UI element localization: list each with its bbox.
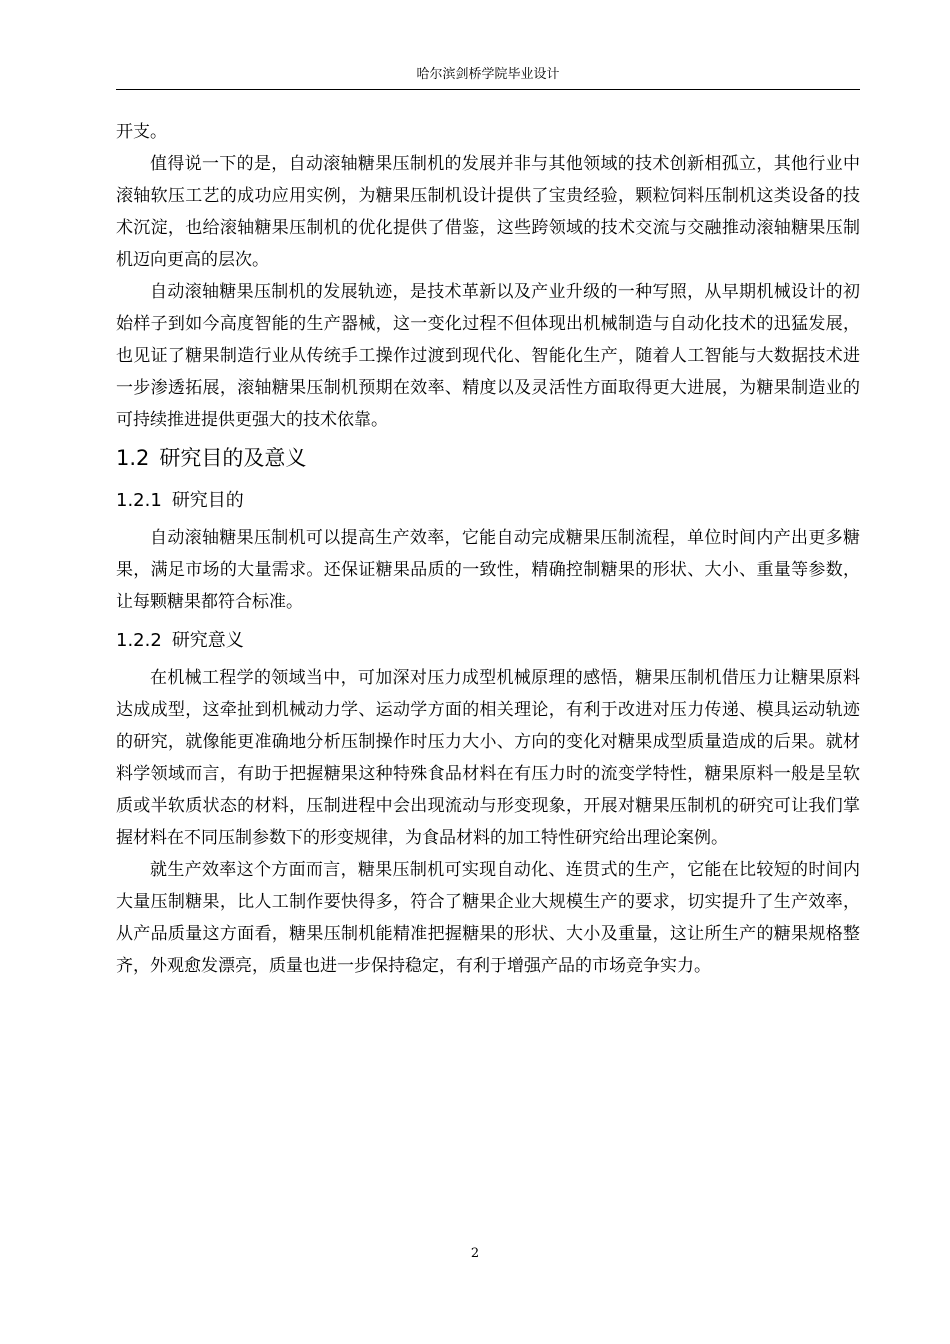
page-number: 2 [470, 1246, 480, 1261]
subsection-number: 1.2.2 [116, 630, 162, 651]
paragraph-continuation: 开支。 [116, 122, 167, 142]
paragraph-significance-theory: 在机械工程学的领域当中，可加深对压力成型机械原理的感悟，糖果压制机借压力让糖果原料达成成型，这牵扯到机械动力学、运动学方面的相关理论，有利于改进对压力传递、模具运动轨迹的研究，就像能更准确地分析压制操作时压力大小、方向的变化对糖果成型质量造成的后果。就材料学领域而言，有助于把握糖果这种特殊食品材料在有压力时的流变学特性，糖果原料一般是呈软质或半软质状态的材料，压制进程中会出现流动与形变现象，开展对糖果压制机的研究可让我们掌握材料在不同压制参数下的形变规律，为食品材料的加工特性研究给出理论案例。 [116, 668, 860, 848]
paragraph-cross-domain: 值得说一下的是，自动滚轴糖果压制机的发展并非与其他领域的技术创新相孤立，其他行业中滚轴软压工艺的成功应用实例，为糖果压制机设计提供了宝贵经验，颗粒饲料压制机这类设备的技术沉淀，也给滚轴糖果压制机的优化提供了借鉴，这些跨领域的技术交流与交融推动滚轴糖果压制机迈向更高的层次。 [116, 154, 860, 270]
section-number: 1.2 [116, 446, 150, 470]
subsection-title: 研究目的 [171, 490, 244, 511]
paragraph-development: 自动滚轴糖果压制机的发展轨迹，是技术革新以及产业升级的一种写照，从早期机械设计的初始样子到如今高度智能的生产器械，这一变化过程不但体现出机械制造与自动化技术的迅猛发展，也见证了糖果制造行业从传统手工操作过渡到现代化、智能化生产，随着人工智能与大数据技术进一步渗透拓展，滚轴糖果压制机预期在效率、精度以及灵活性方面取得更大进展，为糖果制造业的可持续推进提供更强大的技术依靠。 [116, 282, 860, 430]
section-heading-1-2 [116, 438, 860, 478]
document-body [116, 116, 860, 982]
page-footer [0, 1244, 950, 1264]
section-title: 研究目的及意义 [159, 446, 307, 470]
paragraph-purpose: 自动滚轴糖果压制机可以提高生产效率，它能自动完成糖果压制流程，单位时间内产出更多糖果，满足市场的大量需求。还保证糖果品质的一致性，精确控制糖果的形状、大小、重量等参数，让每颗糖果都符合标准。 [116, 528, 860, 612]
subsection-heading-1-2-1 [116, 482, 860, 520]
page-header [116, 62, 860, 90]
paragraph-significance-production: 就生产效率这个方面而言，糖果压制机可实现自动化、连贯式的生产，它能在比较短的时间内大量压制糖果，比人工制作要快得多，符合了糖果企业大规模生产的要求，切实提升了生产效率，从产品质量这方面看，糖果压制机能精准把握糖果的形状、大小及重量，这让所生产的糖果规格整齐，外观愈发漂亮，质量也进一步保持稳定，有利于增强产品的市场竞争实力。 [116, 860, 860, 976]
subsection-number: 1.2.1 [116, 490, 162, 511]
subsection-title: 研究意义 [171, 630, 244, 651]
header-title: 哈尔滨剑桥学院毕业设计 [416, 67, 560, 82]
subsection-heading-1-2-2 [116, 622, 860, 660]
